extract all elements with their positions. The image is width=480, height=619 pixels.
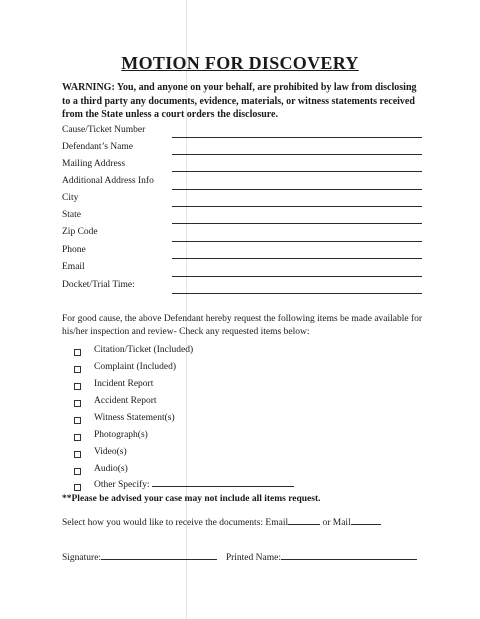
checklist-item-label: Citation/Ticket (Included)	[94, 345, 194, 355]
field-line-state[interactable]	[172, 223, 422, 224]
mail-option-line[interactable]	[351, 514, 381, 525]
field-line-phone[interactable]	[172, 258, 422, 259]
checkbox[interactable]	[74, 468, 81, 475]
checklist-item-label: Incident Report	[94, 379, 154, 389]
warning-text: WARNING: You, and anyone on your behalf, are prohibited by law from disclosing to a third party any documents, evidence, materials, or witness statements received from the State unless a court orders the disclosure.	[62, 82, 417, 120]
delivery-method-prompt: Select how you would like to receive the documents:	[62, 518, 264, 528]
checkbox[interactable]	[74, 451, 81, 458]
field-label-city: City	[62, 193, 79, 203]
checkbox[interactable]	[74, 484, 81, 491]
field-label-additional-address-info: Additional Address Info	[62, 176, 154, 186]
checkbox[interactable]	[74, 383, 81, 390]
checkbox[interactable]	[74, 400, 81, 407]
checklist-item-label: Photograph(s)	[94, 430, 148, 440]
other-specify-line[interactable]	[152, 486, 294, 487]
printed-name-line[interactable]	[281, 549, 417, 560]
checklist-item-label: Other Specify:	[94, 480, 150, 490]
checkbox[interactable]	[74, 434, 81, 441]
request-intro-paragraph: For good cause, the above Defendant hereby request the following items be made available for his/her inspection and review- Check any requested items below:	[62, 314, 423, 337]
checklist-item-label: Accident Report	[94, 396, 157, 406]
checkbox[interactable]	[74, 349, 81, 356]
signature-label: Signature:	[62, 553, 102, 563]
field-label-cause-ticket-number: Cause/Ticket Number	[62, 125, 146, 135]
field-label-state: State	[62, 210, 81, 220]
field-label-mailing-address: Mailing Address	[62, 159, 126, 169]
field-label-docket-trial-time: Docket/Trial Time:	[62, 280, 135, 290]
field-label-phone: Phone	[62, 245, 86, 255]
signature-line[interactable]	[101, 549, 217, 560]
field-line-additional-address-info[interactable]	[172, 189, 422, 190]
checklist-item-label: Video(s)	[94, 447, 127, 457]
field-line-city[interactable]	[172, 206, 422, 207]
field-line-docket-trial-time[interactable]	[172, 293, 422, 294]
field-label-zip-code: Zip Code	[62, 227, 98, 237]
checklist-item-label: Complaint (Included)	[94, 362, 177, 372]
field-line-mailing-address[interactable]	[172, 171, 422, 172]
field-line-zip-code[interactable]	[172, 241, 422, 242]
printed-name-label: Printed Name:	[225, 553, 281, 563]
signature-row	[62, 549, 417, 563]
form-title: MOTION FOR DISCOVERY	[121, 53, 359, 73]
mail-option-label: or Mail	[322, 518, 351, 528]
field-line-email[interactable]	[172, 276, 422, 277]
field-label-defendants-name: Defendant’s Name	[62, 142, 133, 152]
checkbox[interactable]	[74, 366, 81, 373]
checklist-item-label: Witness Statement(s)	[94, 413, 175, 423]
field-label-email: Email	[62, 262, 85, 272]
delivery-method-row	[62, 514, 381, 528]
field-line-cause-ticket-number[interactable]	[172, 137, 422, 138]
field-line-defendants-name[interactable]	[172, 154, 422, 155]
email-option-line[interactable]	[288, 514, 320, 525]
items-notice: **Please be advised your case may not include all items request.	[62, 494, 321, 504]
checkbox[interactable]	[74, 417, 81, 424]
checklist-item-label: Audio(s)	[94, 464, 128, 474]
email-option-label: Email	[265, 518, 289, 528]
